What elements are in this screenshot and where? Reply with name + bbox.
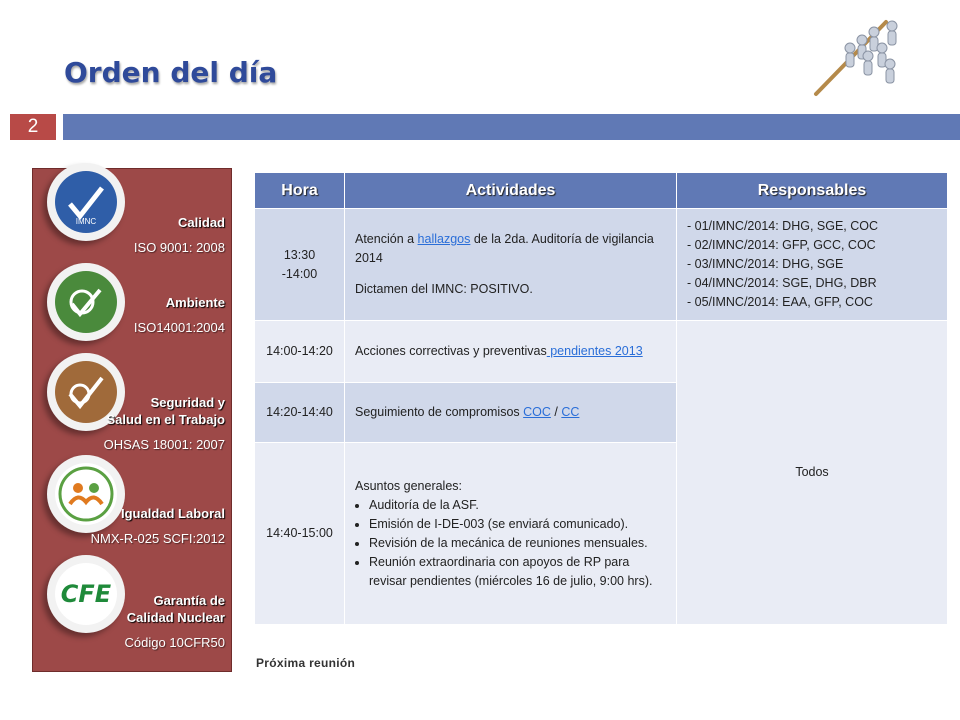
cfe-logo-icon: CFE xyxy=(47,555,125,633)
sidebar-section-calidad: Calidad ISO 9001: 2008 xyxy=(133,215,225,255)
cell-hora: 13:30 -14:00 xyxy=(255,209,345,321)
teamwork-figures-icon xyxy=(808,12,908,102)
agenda-table xyxy=(254,172,948,625)
coc-link[interactable]: COC xyxy=(523,405,551,419)
imnc-environment-logo-icon xyxy=(47,263,125,341)
cell-actividades: Atención a hallazgos de la 2da. Auditoría de vigilancia 2014 Dictamen del IMNC: POSITIVO. xyxy=(345,209,677,321)
hallazgos-link[interactable]: hallazgos xyxy=(417,232,471,246)
sidebar-section-nuclear: Garantía de Calidad Nuclear Código 10CFR50 xyxy=(124,593,225,650)
cell-hora: 14:20-14:40 xyxy=(255,383,345,443)
cell-actividades: Seguimiento de compromisos COC / CC xyxy=(345,383,677,443)
pendientes-2013-link[interactable]: pendientes 2013 xyxy=(546,344,643,358)
list-item: • Reunión extraordinaria con apoyos de RP para revisar pendientes (miércoles 16 de julio, 9:00 hrs). xyxy=(369,553,666,591)
imnc-quality-logo-icon xyxy=(47,163,125,241)
slide-number: 2 xyxy=(10,114,56,140)
standards-sidebar xyxy=(32,168,232,672)
sidebar-section-igualdad: Igualdad Laboral NMX-R-025 SCFI:2012 xyxy=(90,506,225,546)
page-title: Orden del día xyxy=(64,56,278,89)
table-row xyxy=(255,209,948,321)
header-responsables: Responsables xyxy=(677,173,948,209)
cell-responsables: - 01/IMNC/2014: DHG, SGE, COC - 02/IMNC/2014: GFP, GCC, COC - 03/IMNC/2014: DHG, SGE - 04/IMNC/2014: SGE, DHG, DBR - 05/IMNC/2014: EAA, GFP, COC xyxy=(677,209,948,321)
header-hora: Hora xyxy=(255,173,345,209)
cell-hora: 14:40-15:00 xyxy=(255,443,345,625)
table-header-row xyxy=(255,173,948,209)
cell-actividades: Acciones correctivas y preventivas pendientes 2013 xyxy=(345,321,677,383)
sidebar-section-ambiente: Ambiente ISO14001:2004 xyxy=(133,295,225,335)
bullet-list xyxy=(369,496,666,591)
cell-responsables-todos: Todos xyxy=(677,321,948,625)
cc-link[interactable]: CC xyxy=(561,405,580,419)
list-item: • Revisión de la mecánica de reuniones mensuales. xyxy=(369,534,666,553)
cell-hora: 14:00-14:20 xyxy=(255,321,345,383)
next-meeting-label: Próxima reunión xyxy=(256,656,356,670)
sidebar-section-seguridad: Seguridad y Salud en el Trabajo OHSAS 18001: 2007 xyxy=(103,395,225,452)
list-item: • Auditoría de la ASF. xyxy=(369,496,666,515)
table-row xyxy=(255,321,948,383)
header-band xyxy=(63,114,960,140)
cell-actividades: Asuntos generales: • Auditoría de la ASF. • Emisión de I-DE-003 (se enviará comunicado). • Revisión de la mecánica de reuniones mensuales. • Reunión extraordinaria con apoyos de RP para revisar pendientes (miércoles 16 de julio, 9:00 hrs). xyxy=(345,443,677,625)
list-item: • Emisión de I-DE-003 (se enviará comunicado). xyxy=(369,515,666,534)
svg-text:IMNC: IMNC xyxy=(75,217,97,226)
header-actividades: Actividades xyxy=(345,173,677,209)
